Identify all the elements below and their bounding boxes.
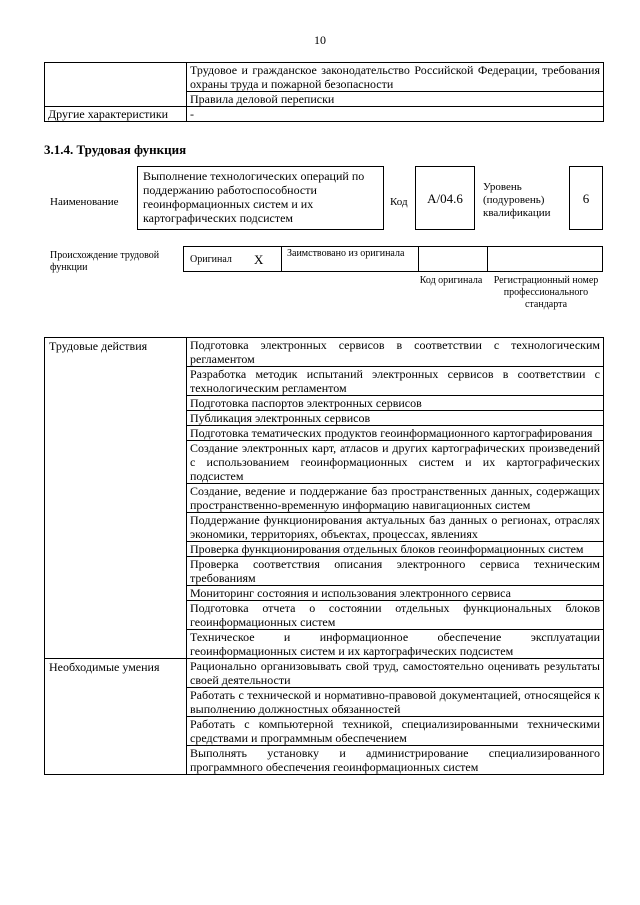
level-label: Уровень (подуровень) квалификации (483, 181, 551, 219)
table-row: Подготовка отчета о состоянии отдельных функциональных блоков геоинформационных систем (187, 601, 604, 630)
divider (281, 246, 282, 272)
empty-label-cell (45, 63, 187, 107)
table-row: Подготовка паспортов электронных сервисов (187, 396, 604, 411)
table-row: Подготовка электронных сервисов в соответствии с технологическим регламентом (187, 338, 604, 367)
other-characteristics-value: - (187, 107, 604, 122)
registration-number-caption: Регистрационный номер профессионального стандарта (493, 275, 599, 310)
level-box: 6 (569, 166, 603, 230)
table-row: Работать с технической и нормативно-правовой документацией, относящейся к выполнению должностных обязанностей (187, 688, 604, 717)
section-title: 3.1.4. Трудовая функция (44, 142, 187, 157)
other-characteristics-label: Другие характеристики (45, 107, 187, 122)
table-row: Поддержание функционирования актуальных баз данных о регионах, отраслях экономики, территориях, объектах, процессах, явлениях (187, 513, 604, 542)
code-original-caption: Код оригинала (419, 275, 483, 286)
table-row: Создание электронных карт, атласов и других картографических произведений с использованием геоинформационных систем и их картографических подсистем (187, 441, 604, 484)
table-row: Подготовка тематических продуктов геоинформационного картографирования (187, 426, 604, 441)
origin-row (183, 246, 603, 272)
table-row: Трудовое и гражданское законодательство Российской Федерации, требования охраны труда и пожарной безопасности (187, 63, 604, 92)
table-row: Создание, ведение и поддержание баз пространственных данных, содержащих пространственно-временную информацию навигационных систем (187, 484, 604, 513)
table-row: Выполнять установку и администрирование специализированного программного обеспечения геоинформационных систем (187, 746, 604, 775)
name-label: Наименование (50, 196, 119, 208)
table-row: Мониторинг состояния и использования электронного сервиса (187, 586, 604, 601)
divider (487, 246, 488, 272)
origin-label: Происхождение трудовой функции (50, 250, 160, 273)
borrowed-label: Заимствовано из оригинала (287, 248, 405, 259)
table-row: Разработка методик испытаний электронных сервисов в соответствии с технологическим регламентом (187, 367, 604, 396)
code-label: Код (390, 196, 408, 208)
table-row: Техническое и информационное обеспечение эксплуатации геоинформационных систем и их картографических подсистем (187, 630, 604, 659)
code-box: А/04.6 (415, 166, 475, 230)
divider (418, 246, 419, 272)
table-row: Публикация электронных сервисов (187, 411, 604, 426)
table-row: Проверка соответствия описания электронного сервиса техническим требованиям (187, 557, 604, 586)
table-row: Рационально организовывать свой труд, самостоятельно оценивать результаты своей деятельности (187, 659, 604, 688)
table-row: Работать с компьютерной техникой, специализированными техническими средствами и программным обеспечением (187, 717, 604, 746)
knowledge-table-continued (44, 62, 604, 122)
original-mark: X (254, 252, 264, 267)
original-label: Оригинал (190, 254, 232, 265)
table-row: Проверка функционирования отдельных блоков геоинформационных систем (187, 542, 604, 557)
function-name-box: Выполнение технологических операций по поддержанию работоспособности геоинформационных систем и их картографических подсистем (137, 166, 384, 230)
page-number: 10 (314, 33, 326, 47)
table-row: Правила деловой переписки (187, 92, 604, 107)
labor-function-table (44, 337, 604, 775)
labor-actions-label: Трудовые действия (45, 338, 187, 659)
required-skills-label: Необходимые умения (45, 659, 187, 775)
